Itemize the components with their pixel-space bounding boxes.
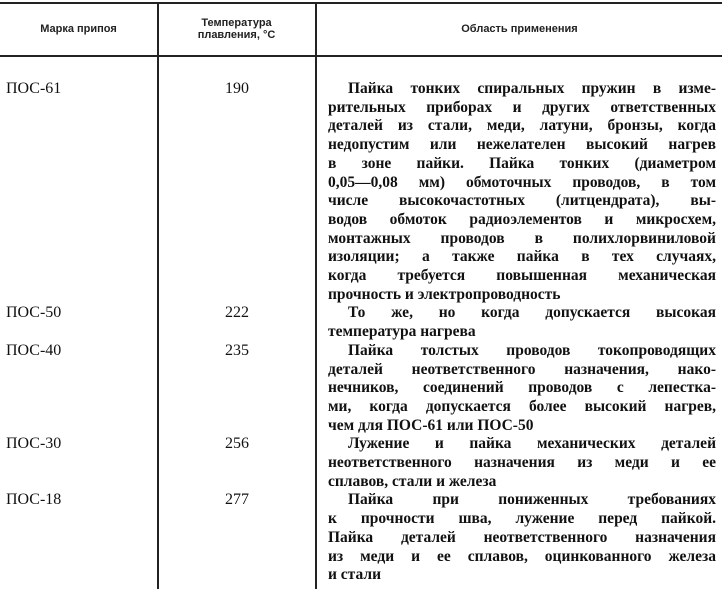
header-application-label: Область применения <box>461 23 578 35</box>
description-line: неответственного назначения из меди и ее <box>328 454 716 472</box>
description-line: Пайка при пониженных требованиях <box>348 491 716 509</box>
description-line: изоляции; а также пайка в тех случаях, <box>328 248 716 266</box>
application-description <box>328 435 716 491</box>
application-description <box>328 342 716 436</box>
application-description <box>328 491 716 585</box>
melting-temperature: 190 <box>225 80 249 97</box>
description-line: водов обмоток радиоэлементов и микросхем, <box>328 210 716 228</box>
description-line: ми, когда допускается более высокий нагрев, <box>328 397 716 415</box>
description-line: 0,05—0,08 мм) обмоточных проводов, в том <box>328 173 716 191</box>
header-temperature-line2: плавления, °C <box>197 29 276 41</box>
description-line: числе высокочастотных (литцендрата), вы- <box>328 192 716 210</box>
solder-mark: ПОС-61 <box>6 80 62 97</box>
table-body <box>0 80 722 585</box>
solder-mark: ПОС-18 <box>6 491 62 509</box>
description-line: из меди и ее сплавов, оцинкованного железа <box>328 547 716 565</box>
table-row <box>0 491 722 585</box>
solder-mark: ПОС-30 <box>6 435 62 453</box>
description-line: Пайка тонких спиральных пружин в изме- <box>348 80 716 97</box>
description-line: деталей неответственного назначения, нако- <box>328 360 716 378</box>
header-mark-label: Марка припоя <box>40 23 117 35</box>
description-line: к прочности шва, лужение перед пайкой. <box>328 510 716 528</box>
header-temperature-line1: Температура <box>201 17 272 29</box>
melting-temperature: 256 <box>225 435 249 453</box>
description-line: чем для ПОС-61 или ПОС-50 <box>328 416 534 434</box>
header-mark <box>0 3 157 55</box>
description-line: температура нагрева <box>328 323 476 341</box>
description-line: рительных приборах и других ответственных <box>328 98 716 116</box>
description-line: и стали <box>328 566 382 584</box>
description-line: деталей из стали, меди, латуни, бронзы, когда <box>328 117 716 135</box>
description-line: когда требуется повышенная механическая <box>328 267 716 285</box>
melting-temperature: 235 <box>225 341 249 359</box>
header-application <box>317 3 722 55</box>
header-bottom-rule <box>0 55 722 57</box>
description-line: в зоне пайки. Пайка тонких (диаметром <box>328 154 716 172</box>
description-line: прочность и электропроводность <box>328 285 561 303</box>
melting-temperature: 277 <box>225 491 249 509</box>
description-line: Пайка деталей неответственного назначения <box>328 528 716 546</box>
application-description <box>328 80 716 304</box>
description-line: монтажных проводов в полихлорвиниловой <box>328 229 716 247</box>
description-line: сплавов, стали и железа <box>328 472 497 490</box>
header-temperature <box>158 3 315 55</box>
description-line: Пайка толстых проводов токопроводящих <box>348 341 716 359</box>
solder-mark: ПОС-40 <box>6 341 62 359</box>
description-line: То же, но когда допускается высокая <box>348 304 716 322</box>
table-row <box>0 304 722 341</box>
application-description <box>328 304 716 341</box>
table-row <box>0 80 722 304</box>
solder-mark: ПОС-50 <box>6 304 62 322</box>
melting-temperature: 222 <box>225 304 249 322</box>
description-line: недопустим или нежелателен высокий нагрев <box>328 136 716 154</box>
description-line: Лужение и пайка механических деталей <box>348 435 716 453</box>
table-row <box>0 342 722 436</box>
description-line: нечников, соединений проводов с лепестка- <box>328 379 716 397</box>
table-row <box>0 435 722 491</box>
